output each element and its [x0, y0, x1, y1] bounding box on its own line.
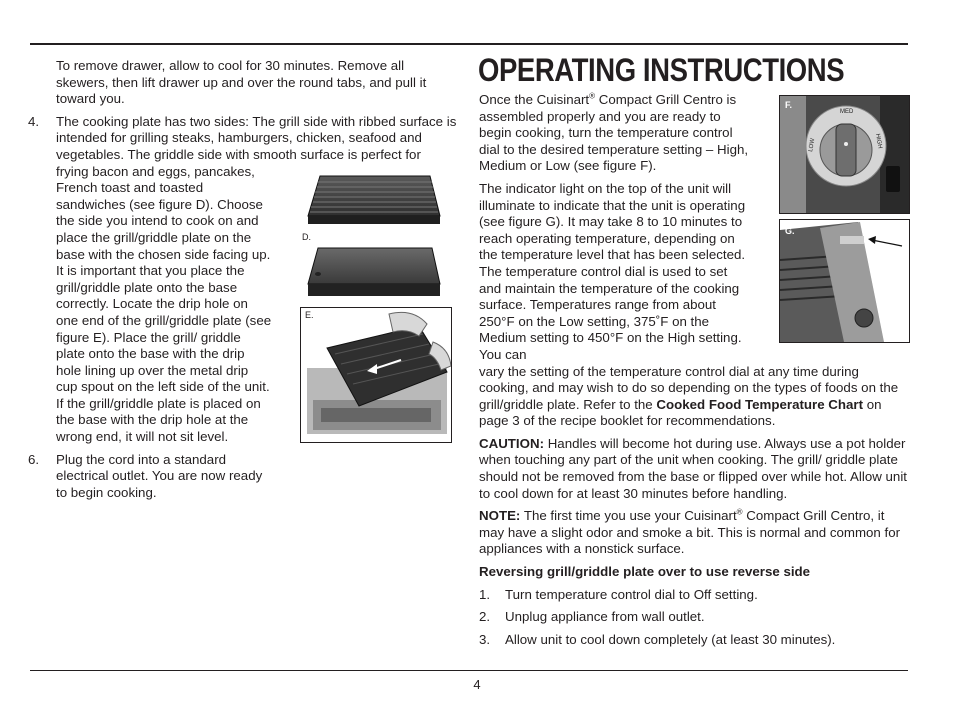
- figure-g-indicator-image: [780, 220, 909, 342]
- reverse-step-1-text: Turn temperature control dial to Off setting.: [505, 586, 758, 602]
- dial-high-label: HIGH: [874, 133, 883, 150]
- figure-f-dial-image: [780, 96, 909, 213]
- figure-f-box: [779, 95, 910, 214]
- dial-instructions-text: Compact Grill Centro is assembled properly and you are ready to begin cooking, turn the temperature control dial to the desired temperature setting – High, Medium or Low (see figure F).: [479, 92, 749, 174]
- bottom-rule: [30, 670, 908, 671]
- dial-low-label: LOW: [808, 137, 817, 153]
- temperature-adjust-text: vary the setting of the temperature control dial at any time during cooking, and may wish to do so depending on the types of foods on the grill/griddle plate. Refer to the: [479, 363, 899, 412]
- note-label: NOTE:: [479, 508, 521, 524]
- top-rule: [30, 43, 908, 45]
- note-paragraph: [479, 508, 909, 558]
- figure-d-grill-side-image: [306, 170, 442, 232]
- reverse-step-2-text: Unplug appliance from wall outlet.: [505, 609, 705, 625]
- figure-e-placing-plate-image: [301, 308, 451, 442]
- note-text-end: Compact Grill Centro, it may have a slight odor and smoke a bit. This is normal and common for appliances with a nonstick surface.: [479, 508, 901, 557]
- brand-text: Once the Cuisinart: [479, 92, 590, 107]
- page-title: OPERATING INSTRUCTIONS: [478, 52, 845, 88]
- registered-mark: ®: [589, 91, 596, 101]
- temperature-adjust-text-end: on page 3 of the recipe booklet for recommendations.: [479, 396, 882, 429]
- reverse-step-3-text: Allow unit to cool down completely (at least 30 minutes).: [505, 631, 836, 647]
- reverse-step-1: [479, 587, 909, 604]
- step-6-text: Plug the cord into a standard electrical outlet. You are now ready to begin cooking.: [56, 451, 263, 500]
- dial-med-label: MED: [840, 109, 854, 115]
- note-registered-mark: ®: [736, 507, 743, 517]
- reverse-plate-heading: Reversing grill/griddle plate over to use reverse side: [479, 564, 811, 580]
- figure-g-label: G.: [785, 226, 795, 236]
- reverse-step-3: [479, 632, 909, 649]
- figure-e-label: E.: [305, 310, 314, 320]
- caution-label: CAUTION:: [479, 435, 544, 451]
- page-number: 4: [473, 677, 481, 692]
- note-text: The first time you use your Cuisinart: [520, 508, 737, 524]
- step-6: [28, 452, 460, 502]
- indicator-light-text: The indicator light on the top of the unit will illuminate to indicate that the unit is operating (see figure G). It may take 8 to 10 minutes to reach operating temperature, depending on the temperature level that has been selected. The temperature control dial is used to set and maintain the temperature of the cooking surface. Temperatures range from about 250°F on the Low setting, 375˚F on the Medium setting to 450°F on the High setting. You can: [479, 180, 746, 362]
- reverse-step-2: [479, 609, 909, 626]
- step-4-number: 4.: [28, 113, 40, 129]
- reverse-step-2-number: 2.: [479, 609, 491, 625]
- figure-d-griddle-side-image: [306, 244, 442, 302]
- caution-paragraph: [479, 436, 909, 502]
- figure-f-label: F.: [785, 100, 793, 110]
- temperature-adjust-paragraph: [479, 364, 909, 430]
- reverse-plate-steps: [479, 587, 909, 649]
- figure-d-label: D.: [302, 232, 311, 242]
- reverse-step-3-number: 3.: [479, 631, 491, 647]
- step-4-text-wrapped: frying bacon and eggs, pancakes, French toast and toasted sandwiches (see figure D). Choose the side you intend to cook on and place the grill/griddle plate on the base with the chosen side facing up. It is important that you place the grill/griddle plate onto the base correctly. Locate the drip hole on one end of the grill/griddle plate (see figure E). Place the grill/ griddle plate onto the base with the drip hole lining up over the metal drip cup spout on the left side of the unit. If the grill/griddle plate is placed on the base with the drip hole at the wrong end, it will not sit level.: [56, 163, 272, 445]
- caution-text: Handles will become hot during use. Always use a pot holder when touching any part of the unit when cooking. The grill/ griddle plate should not be removed from the base or flipped over while hot. Allow unit to cool down for at least 30 minutes before handling.: [479, 435, 907, 501]
- cooked-food-chart-reference: Cooked Food Temperature Chart: [656, 396, 864, 412]
- figure-e-box: [300, 307, 452, 443]
- figure-g-box: [779, 219, 910, 343]
- step-4-text-full: The cooking plate has two sides: The grill side with ribbed surface is intended for grilling steaks, hamburgers, chicken, seafood and vegetables. The griddle side with smooth surface is perfect for: [56, 113, 457, 162]
- dial-instructions-paragraph: [479, 92, 751, 175]
- reverse-step-1-number: 1.: [479, 586, 491, 602]
- step-6-number: 6.: [28, 451, 40, 467]
- drawer-removal-text: To remove drawer, allow to cool for 30 minutes. Remove all skewers, then lift drawer up and over the round tabs, and pull it toward you.: [56, 58, 427, 107]
